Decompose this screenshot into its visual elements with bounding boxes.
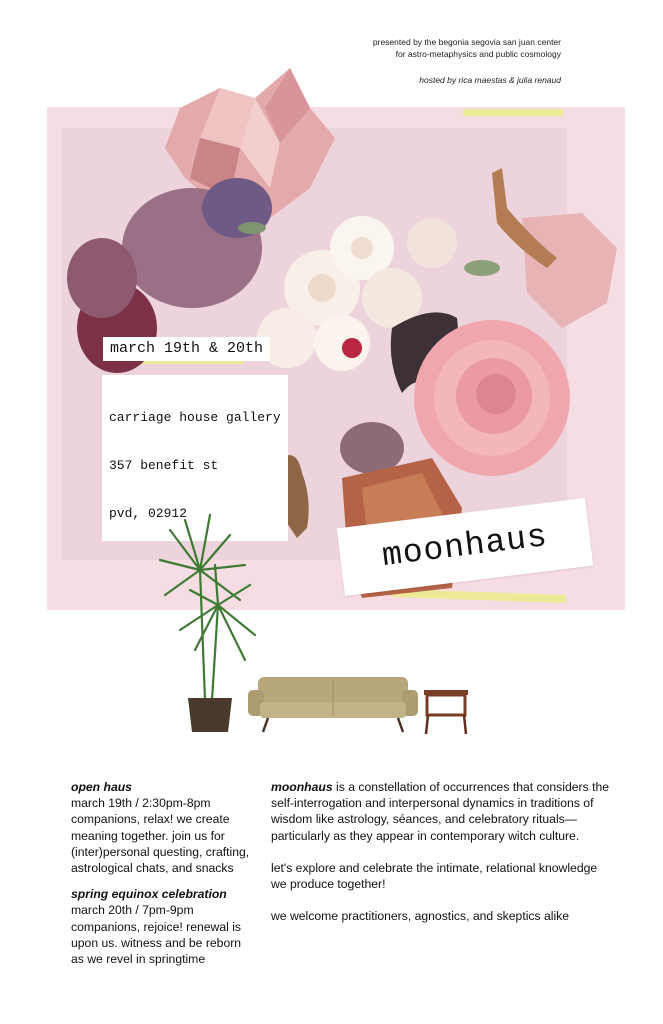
tape-strip-top [463, 109, 563, 116]
side-table-image [422, 688, 470, 736]
event-title: moonhaus [337, 498, 593, 596]
sofa-image [248, 672, 418, 734]
venue-street: 357 benefit st [109, 458, 219, 473]
presenter-credits [373, 36, 561, 86]
venue-city: pvd, 02912 [109, 506, 188, 521]
about-paragraph-3: we welcome practitioners, agnostics, and skeptics alike [271, 909, 570, 924]
open-haus-line: meaning together. join us for [71, 828, 225, 843]
about-lead: moonhaus [271, 780, 333, 794]
hosts-line: hosted by rica maestas & julia renaud [419, 75, 561, 85]
open-haus-line: companions, relax! we create [71, 812, 230, 827]
potted-plant-image [150, 510, 260, 735]
schedule-column [71, 779, 256, 967]
about-column [271, 779, 611, 940]
equinox-heading: spring equinox celebration [71, 887, 227, 902]
event-dates: march 19th & 20th [103, 337, 270, 361]
presenter-line-2: for astro-metaphysics and public cosmology [395, 49, 561, 59]
presenter-line-1: presented by the begonia segovia san juan center [372, 37, 561, 47]
equinox-line: march 20th / 7pm-9pm [71, 903, 194, 918]
about-paragraph-2: let's explore and celebrate the intimate, relational knowledge we produce together! [271, 860, 598, 892]
equinox-line: upon us. witness and be reborn [71, 935, 242, 950]
open-haus-line: march 19th / 2:30pm-8pm [71, 796, 211, 811]
about-paragraph-1-text: is a constellation of occurrences that considers the self-interrogation and interpersonal dynamics in traditions of wisdom like astrology, séances, and celebratory rituals— particularly as they appear in contemporary witch culture. [271, 780, 610, 843]
open-haus-line: astrological chats, and snacks [71, 861, 234, 876]
equinox-line: companions, rejoice! renewal is [71, 919, 242, 934]
open-haus-heading: open haus [71, 780, 132, 794]
open-haus-line: (inter)personal questing, crafting, [71, 844, 250, 859]
about-paragraph-1 [271, 779, 611, 844]
venue-name: carriage house gallery [109, 410, 281, 425]
equinox-line: as we revel in springtime [71, 952, 206, 967]
